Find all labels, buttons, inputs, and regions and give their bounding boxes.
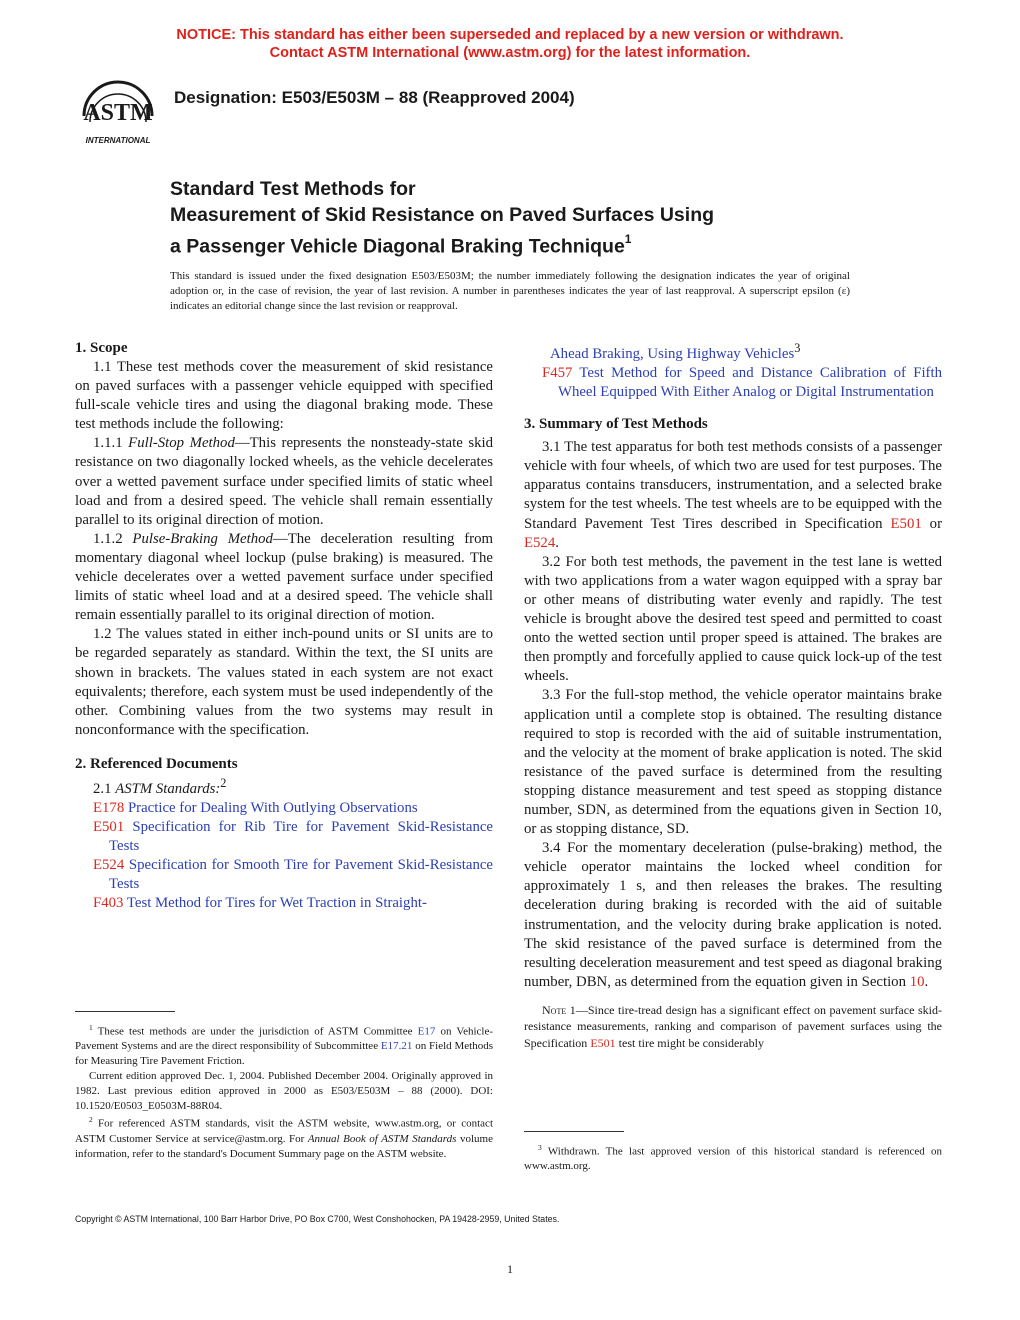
astm-logo — [76, 76, 160, 148]
para-3-1: 3.1 The test apparatus for both test methods consists of a passenger vehicle with four wheels, of which two are used for test purposes. The apparatus contains transducers, instrumentation, and a selected brake system for the test wheels. The test wheels are to be equipped with the Standard Pavement Test Tires described in Specification E501 or E524. — [524, 439, 943, 551]
notice-line-1: NOTICE: This standard has either been superseded and replaced by a new version or withdrawn. — [176, 27, 844, 43]
ref-f457[interactable]: F457 Test Method for Speed and Distance Calibration of Fifth Wheel Equipped With Either Analog or Digital Instrumentation — [542, 365, 942, 401]
designation: Designation: E503/E503M – 88 (Reapproved 2004) — [174, 88, 575, 107]
footnotes-left — [75, 1021, 493, 1161]
title-line-3: a Passenger Vehicle Diagonal Braking Technique$^1$ — [170, 232, 632, 258]
note-1: Note 1—Since tire-tread design has a significant effect on pavement surface skid-resistance measurements, ranking and comparison of pavement surfaces using the Specification E501 test tire might be considerably — [524, 1002, 943, 1050]
link-section-10[interactable]: 10 — [909, 973, 925, 990]
ref-f403-continued[interactable]: Ahead Braking, Using Highway Vehicles$^3$ — [550, 341, 801, 362]
link-e17-21[interactable]: E17.21 — [380, 1040, 413, 1053]
page-number: 1 — [507, 1262, 513, 1276]
section-1-heading: 1. Scope — [75, 340, 128, 356]
para-2-1: 2.1 ASTM Standards:$^2$ — [93, 775, 227, 797]
notice-line-2: Contact ASTM International (www.astm.org) for the latest information. — [269, 45, 751, 61]
link-e501-note[interactable]: E501 — [590, 1035, 616, 1050]
para-1-1-1: 1.1.1 Full-Stop Method—This represents the nonsteady-state skid resistance on two diagonally locked wheels, as the vehicle decelerates over a wetted pavement surface under specified limits of static wheel load and from a desired speed. The vehicle shall remain essentially parallel to its original direction of motion. — [75, 435, 493, 528]
title-footnote-marker: 1 — [624, 232, 632, 246]
ref-f403[interactable]: F403 Test Method for Tires for Wet Traction in Straight- — [93, 895, 427, 912]
right-column — [524, 339, 942, 1051]
para-3-2: 3.2 For both test methods, the pavement in the test lane is wetted with two applications from a water wagon equipped with a spray bar or other means of distributing water evenly and rapidly. The test vehicle is brought above the desired test speed and permitted to coast onto the wetted section until proper speed is attained. The brakes are then promptly and forcefully applied to cause quick lock-up of the test wheels. — [524, 553, 942, 685]
link-e17[interactable]: E17 — [417, 1025, 436, 1038]
footnotes-right — [524, 1141, 942, 1174]
link-e501[interactable]: E501 — [890, 515, 922, 532]
left-column — [75, 339, 493, 913]
footnote-3: $^3$ Withdrawn. The last approved version of this historical standard is referenced on www.astm.org. — [524, 1143, 942, 1173]
para-1-2: 1.2 The values stated in either inch-pound units or SI units are to be regarded separately as standard. Within the text, the SI units are shown in brackets. The values stated in each system are not exact equivalents; therefore, each system must be used independently of the other. Combining values from the two systems may result in nonconformance with the specification. — [75, 626, 493, 738]
logo-text: ASTM — [83, 100, 153, 126]
issuance-statement: This standard is issued under the fixed designation E503/E503M; the number immediately following the designation indicates the year of original adoption or, in the case of revision, the year of last revision. A number in parentheses indicates the year of last reapproval. A superscript epsilon (ε) indicates an editorial change since the last revision or reapproval. — [170, 270, 850, 312]
document-title — [170, 176, 890, 260]
ref-e524[interactable]: E524 Specification for Smooth Tire for Pavement Skid-Resistance Tests — [93, 857, 493, 893]
footnote-1-edition: Current edition approved Dec. 1, 2004. Published December 2004. Originally approved in 1982. Last previous edition approved in 2000 as E503/E503M – 88 (2000). DOI: 10.1520/E0503_E0503M-88R04. — [75, 1070, 493, 1112]
footnote-rule-right — [524, 1131, 624, 1132]
title-line-2: Measurement of Skid Resistance on Paved Surfaces Using — [170, 204, 715, 226]
logo-subtext: INTERNATIONAL — [85, 136, 151, 145]
para-3-3: 3.3 For the full-stop method, the vehicle operator maintains brake application until a complete stop is obtained. The resulting distance required to stop is recorded with the aid of suitable instrumentation, and the velocity at the moment of brake application is noted. The skid resistance of the paved surface is determined from the resulting stopping distance measurement and test speed as stopping distance number, SDN, as determined from the equations given in Section 10, or as stopping distance, SD. — [524, 687, 942, 838]
superseded-notice — [0, 26, 1020, 62]
para-1-1-2: 1.1.2 Pulse-Braking Method—The deceleration resulting from momentary diagonal wheel lockup (pulse braking) is measured. The vehicle decelerates over a wetted pavement surface under specified limits of static wheel load and at a desired speed. The vehicle shall remain essentially parallel to its original direction of motion. — [75, 530, 494, 624]
para-3-4: 3.4 For the momentary deceleration (pulse-braking) method, the vehicle operator maintains the locked wheel condition for approximately 1 s, and then releases the brakes. The resulting deceleration during braking is recorded with the aid of suitable instrumentation, and the velocity during brake application is noted. The skid resistance of the paved surface is determined from the resulting deceleration measurement and test speed as diagonal braking number, DBN, as determined from the equation given in Section 10. — [524, 840, 942, 990]
link-e524[interactable]: E524 — [524, 534, 556, 551]
footnote-1: $^1$ These test methods are under the jurisdiction of ASTM Committee E17 on Vehicle-Pavement Systems and are the direct responsibility of Subcommittee E17.21 on Field Methods for Measuring Tire Pavement Friction. — [75, 1023, 493, 1068]
section-2-heading: 2. Referenced Documents — [75, 755, 238, 772]
footnote-2: $^2$ For referenced ASTM standards, visit the ASTM website, www.astm.org, or contact ASTM Customer Service at service@astm.org. For Annual Book of ASTM Standards volume information, refer to the standard's Document Summary page on the ASTM website. — [75, 1115, 493, 1160]
para-1-1: 1.1 These test methods cover the measurement of skid resistance on paved surfaces with a passenger vehicle equipped with specified full-scale vehicle tires and using the diagonal braking mode. These test methods include the following: — [75, 359, 493, 433]
section-3-heading: 3. Summary of Test Methods — [524, 416, 708, 433]
title-line-1: Standard Test Methods for — [170, 178, 416, 200]
copyright: Copyright © ASTM International, 100 Barr Harbor Drive, PO Box C700, West Conshohocken, PA 19428-2959, United States. — [75, 1214, 560, 1224]
footnote-rule-left — [75, 1011, 175, 1012]
ref-e501[interactable]: E501 Specification for Rib Tire for Pavement Skid-Resistance Tests — [93, 818, 493, 855]
ref-e178[interactable]: E178 Practice for Dealing With Outlying Observations — [93, 799, 418, 816]
